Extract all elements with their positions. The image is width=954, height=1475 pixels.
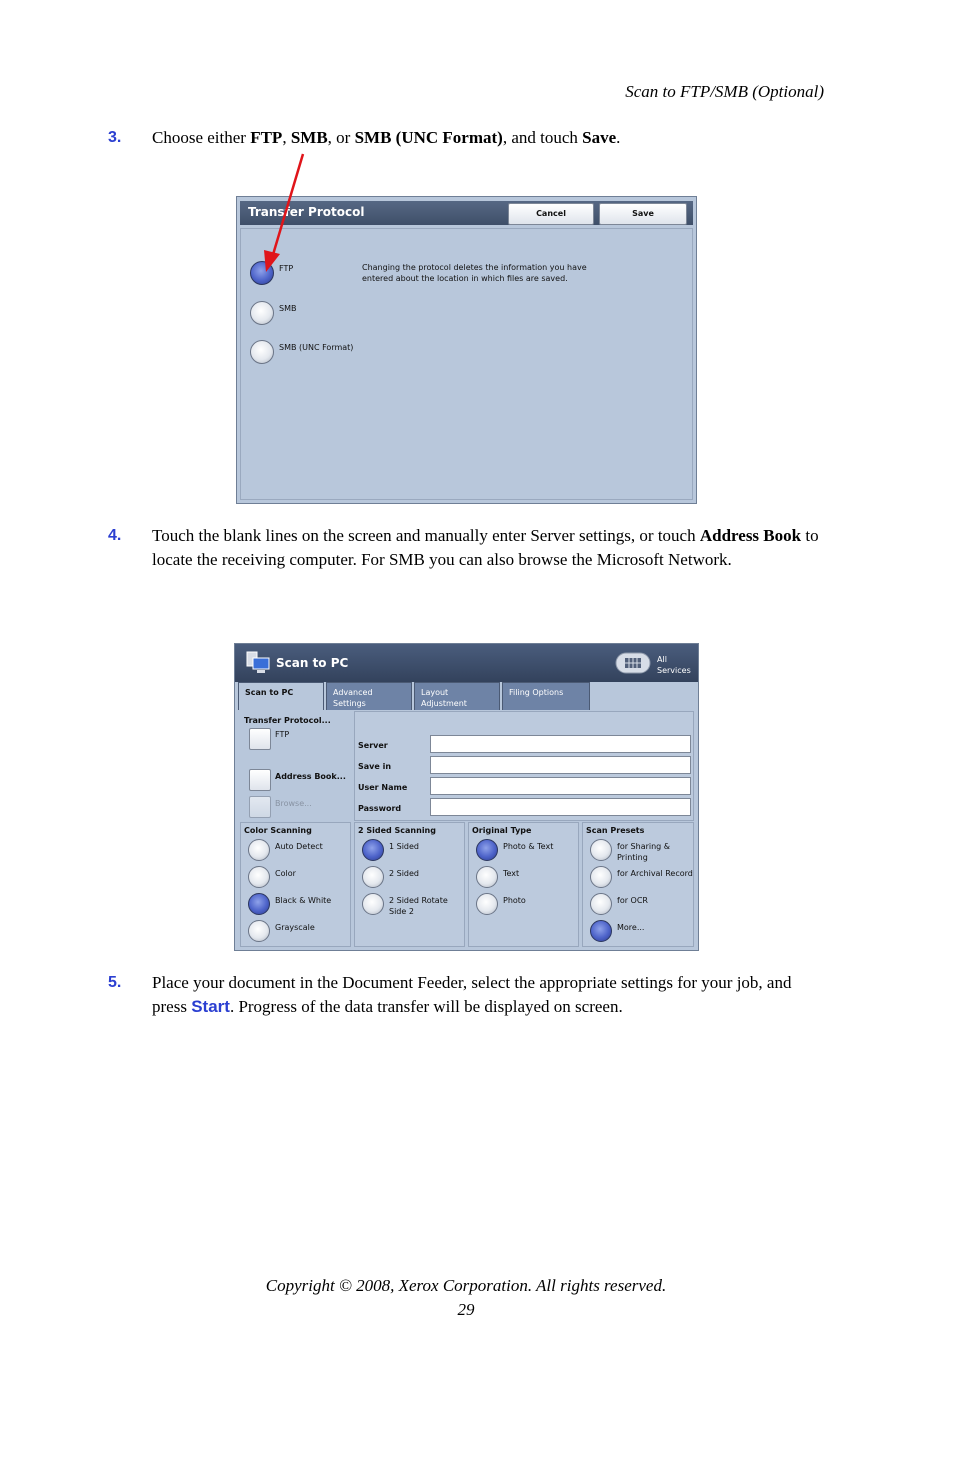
step-number: 5. — [108, 974, 122, 991]
black-white-label: Black & White — [275, 896, 332, 905]
all-services-icon[interactable] — [615, 652, 651, 674]
photo-text-label: Photo & Text — [503, 842, 554, 851]
color-scanning-title: Color Scanning — [244, 826, 312, 835]
save-in-input[interactable] — [430, 756, 691, 774]
screen-title: Scan to PC — [276, 656, 349, 670]
tab-scan-to-pc[interactable]: Scan to PC — [238, 682, 324, 710]
step-text: Place your document in the Document Feeder, select the appropriate settings for your job, and press Start. Progress of the data transfer will be displayed on screen. — [152, 973, 792, 1016]
text-radio[interactable] — [476, 866, 498, 888]
address-book-label: Address Book... — [275, 772, 346, 781]
tab-layout-adjustment[interactable]: Layout Adjustment — [414, 682, 500, 710]
photo-label: Photo — [503, 896, 526, 905]
tab-advanced-settings[interactable]: Advanced Settings — [326, 682, 412, 710]
auto-detect-label: Auto Detect — [275, 842, 323, 851]
cancel-button[interactable]: Cancel — [508, 203, 594, 225]
more-label: More... — [617, 923, 645, 932]
screen-header — [235, 644, 698, 682]
original-type-title: Original Type — [472, 826, 532, 835]
step-text: Choose either FTP, SMB, or SMB (UNC Format), and touch Save. — [152, 128, 621, 147]
scan-to-pc-screen — [234, 643, 699, 951]
browse-label: Browse... — [275, 799, 312, 808]
two-sided-rotate-radio[interactable] — [362, 893, 384, 915]
footer — [0, 1274, 932, 1322]
sharing-printing-label: for Sharing & Printing — [617, 842, 671, 862]
user-name-input[interactable] — [430, 777, 691, 795]
screen-title: Transfer Protocol — [248, 205, 365, 219]
black-white-radio[interactable] — [248, 893, 270, 915]
save-button[interactable]: Save — [599, 203, 687, 225]
ocr-label: for OCR — [617, 896, 648, 905]
copyright: Copyright © 2008, Xerox Corporation. All rights reserved. — [265, 1276, 667, 1295]
auto-detect-radio[interactable] — [248, 839, 270, 861]
more-radio[interactable] — [590, 920, 612, 942]
two-sided-label: 2 Sided — [389, 869, 420, 878]
page-number: 29 — [457, 1300, 475, 1319]
password-input[interactable] — [430, 798, 691, 816]
photo-radio[interactable] — [476, 893, 498, 915]
archival-record-radio[interactable] — [590, 866, 612, 888]
one-sided-label: 1 Sided — [389, 842, 420, 851]
smb-unc-label: SMB (UNC Format) — [279, 343, 354, 352]
running-header: Scan to FTP/SMB (Optional) — [625, 82, 824, 101]
step-5 — [108, 971, 828, 1019]
transfer-protocol-value: FTP — [275, 730, 290, 739]
color-radio[interactable] — [248, 866, 270, 888]
start-link[interactable]: Start — [191, 997, 230, 1016]
smb-label: SMB — [279, 304, 297, 313]
step-text: Touch the blank lines on the screen and manually enter Server settings, or touch Address Book to locate the receiving computer. For SMB you can also browse the Microsoft Network. — [152, 526, 819, 569]
smb-radio[interactable] — [250, 301, 274, 325]
tab-filing-options[interactable]: Filing Options — [502, 682, 590, 710]
photo-text-radio[interactable] — [476, 839, 498, 861]
grayscale-radio[interactable] — [248, 920, 270, 942]
save-in-label: Save in — [358, 762, 392, 771]
user-name-label: User Name — [358, 783, 408, 792]
grayscale-label: Grayscale — [275, 923, 315, 932]
server-label: Server — [358, 741, 388, 750]
annotation-arrow — [258, 150, 308, 280]
computer-icon — [245, 650, 271, 676]
browse-button[interactable] — [249, 796, 271, 818]
one-sided-radio[interactable] — [362, 839, 384, 861]
text-label: Text — [503, 869, 520, 878]
step-4 — [108, 524, 828, 572]
two-sided-title: 2 Sided Scanning — [358, 826, 436, 835]
server-input[interactable] — [430, 735, 691, 753]
sharing-printing-radio[interactable] — [590, 839, 612, 861]
color-label: Color — [275, 869, 296, 878]
address-book-button[interactable] — [249, 769, 271, 791]
transfer-protocol-label: Transfer Protocol... — [244, 716, 331, 725]
scan-presets-title: Scan Presets — [586, 826, 645, 835]
transfer-protocol-button[interactable] — [249, 728, 271, 750]
archival-record-label: for Archival Record — [617, 869, 693, 878]
two-sided-radio[interactable] — [362, 866, 384, 888]
password-label: Password — [358, 804, 402, 813]
step-3 — [108, 126, 828, 150]
smb-unc-radio[interactable] — [250, 340, 274, 364]
protocol-note: Changing the protocol deletes the information you have entered about the location in which files are saved. — [362, 263, 587, 283]
ftp-label: FTP — [279, 264, 294, 273]
ocr-radio[interactable] — [590, 893, 612, 915]
step-number: 4. — [108, 527, 122, 544]
two-sided-rotate-label: 2 Sided Rotate Side 2 — [389, 896, 448, 916]
step-number: 3. — [108, 129, 122, 146]
all-services-label[interactable]: All Services — [657, 655, 691, 675]
